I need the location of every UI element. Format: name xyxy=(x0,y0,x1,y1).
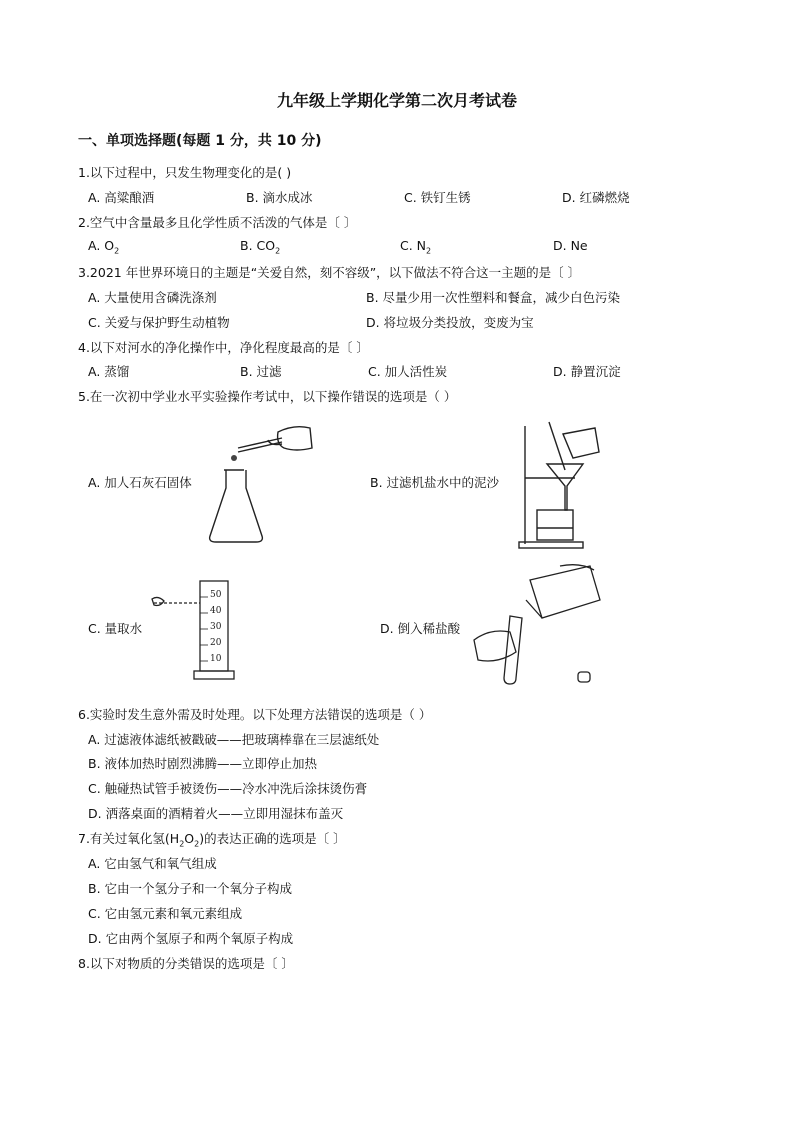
question-3-option-c: C. 关爱与保护野生动植物 xyxy=(88,315,230,330)
question-3-stem: 3.2021 年世界环境日的主题是“关爱自然，刻不容级”，以下做法不符合这一主题的是〔 〕 xyxy=(78,265,581,280)
question-4-option-c: C. 加人活性炭 xyxy=(368,364,448,379)
cylinder-mark-40: 40 xyxy=(210,606,222,616)
question-7-option-c: C. 它由氢元素和氧元素组成 xyxy=(88,906,243,921)
question-7-option-d: D. 它由两个氢原子和两个氧原子构成 xyxy=(88,931,294,946)
question-2-option-d: D. Ne xyxy=(553,238,588,253)
figure-d-pouring-illustration xyxy=(470,560,610,688)
question-1-option-c: C. 铁钉生锈 xyxy=(404,190,471,205)
question-6-stem: 6.实验时发生意外需及时处理。以下处理方法错误的选项是（ ） xyxy=(78,707,432,722)
question-7-stem: 7.有关过氧化氢$(H_2O_2)$的表达正确的选项是〔 〕 xyxy=(78,831,346,849)
question-7-option-a: A. 它由氢气和氧气组成 xyxy=(88,856,217,871)
question-4-option-a: A. 蒸馏 xyxy=(88,364,130,379)
cylinder-mark-20: 20 xyxy=(210,638,222,648)
question-2-stem: 2.空气中含量最多且化学性质不活泼的气体是〔 〕 xyxy=(78,215,357,230)
question-5-stem: 5.在一次初中学业水平实验操作考试中，以下操作错误的选项是（ ） xyxy=(78,389,457,404)
figure-a-flask-illustration xyxy=(198,418,318,546)
question-4-option-b: B. 过滤 xyxy=(240,364,282,379)
question-6-option-c: C. 触碰热试管手被烫伤——冷水冲洗后涂抹烫伤膏 xyxy=(88,781,368,796)
question-3-option-b: B. 尽量少用一次性塑料和餐盒，减少白色污染 xyxy=(366,290,621,305)
question-2-option-b: B. $CO_2$ xyxy=(240,238,281,256)
question-7-option-b: B. 它由一个氢分子和一个氧分子构成 xyxy=(88,881,293,896)
page-title: 九年级上学期化学第二次月考试卷 xyxy=(276,91,517,110)
figure-c-cylinder-illustration xyxy=(150,575,240,683)
section-heading: 一、单项选择题(每题 1 分，共 10 分) xyxy=(78,133,322,149)
question-5-option-a: A. 加人石灰石固体 xyxy=(88,475,192,490)
cylinder-mark-10: 10 xyxy=(210,654,222,664)
question-1-option-d: D. 红磷燃烧 xyxy=(562,190,630,205)
question-5-option-b: B. 过滤机盐水中的泥沙 xyxy=(370,475,500,490)
question-4-option-d: D. 静置沉淀 xyxy=(553,364,621,379)
figure-b-filtration-illustration xyxy=(515,418,615,550)
question-3-option-d: D. 将垃圾分类投放，变废为宝 xyxy=(366,315,534,330)
question-6-option-d: D. 洒落桌面的酒精着火——立即用湿抹布盖灭 xyxy=(88,806,344,821)
question-5-option-d: D. 倒入稀盐酸 xyxy=(380,621,461,636)
question-1-option-a: A. 高粱酿酒 xyxy=(88,190,155,205)
question-6-option-a: A. 过滤液体滤纸被戳破——把玻璃棒靠在三层滤纸处 xyxy=(88,732,380,747)
question-1-stem: 1.以下过程中，只发生物理变化的是( ) xyxy=(78,165,292,180)
question-6-option-b: B. 液体加热时剧烈沸腾——立即停止加热 xyxy=(88,756,318,771)
question-3-option-a: A. 大量使用含磷洗涤剂 xyxy=(88,290,217,305)
question-2-option-a: A. $O_2$ xyxy=(88,238,120,256)
question-4-stem: 4.以下对河水的净化操作中，净化程度最高的是〔 〕 xyxy=(78,340,369,355)
cylinder-mark-50: 50 xyxy=(210,590,222,600)
cylinder-mark-30: 30 xyxy=(210,622,222,632)
question-5-option-c: C. 量取水 xyxy=(88,621,143,636)
question-8-stem: 8.以下对物质的分类错误的选项是〔 〕 xyxy=(78,956,294,971)
question-2-option-c: C. $N_2$ xyxy=(400,238,432,256)
question-1-option-b: B. 滴水成冰 xyxy=(246,190,313,205)
